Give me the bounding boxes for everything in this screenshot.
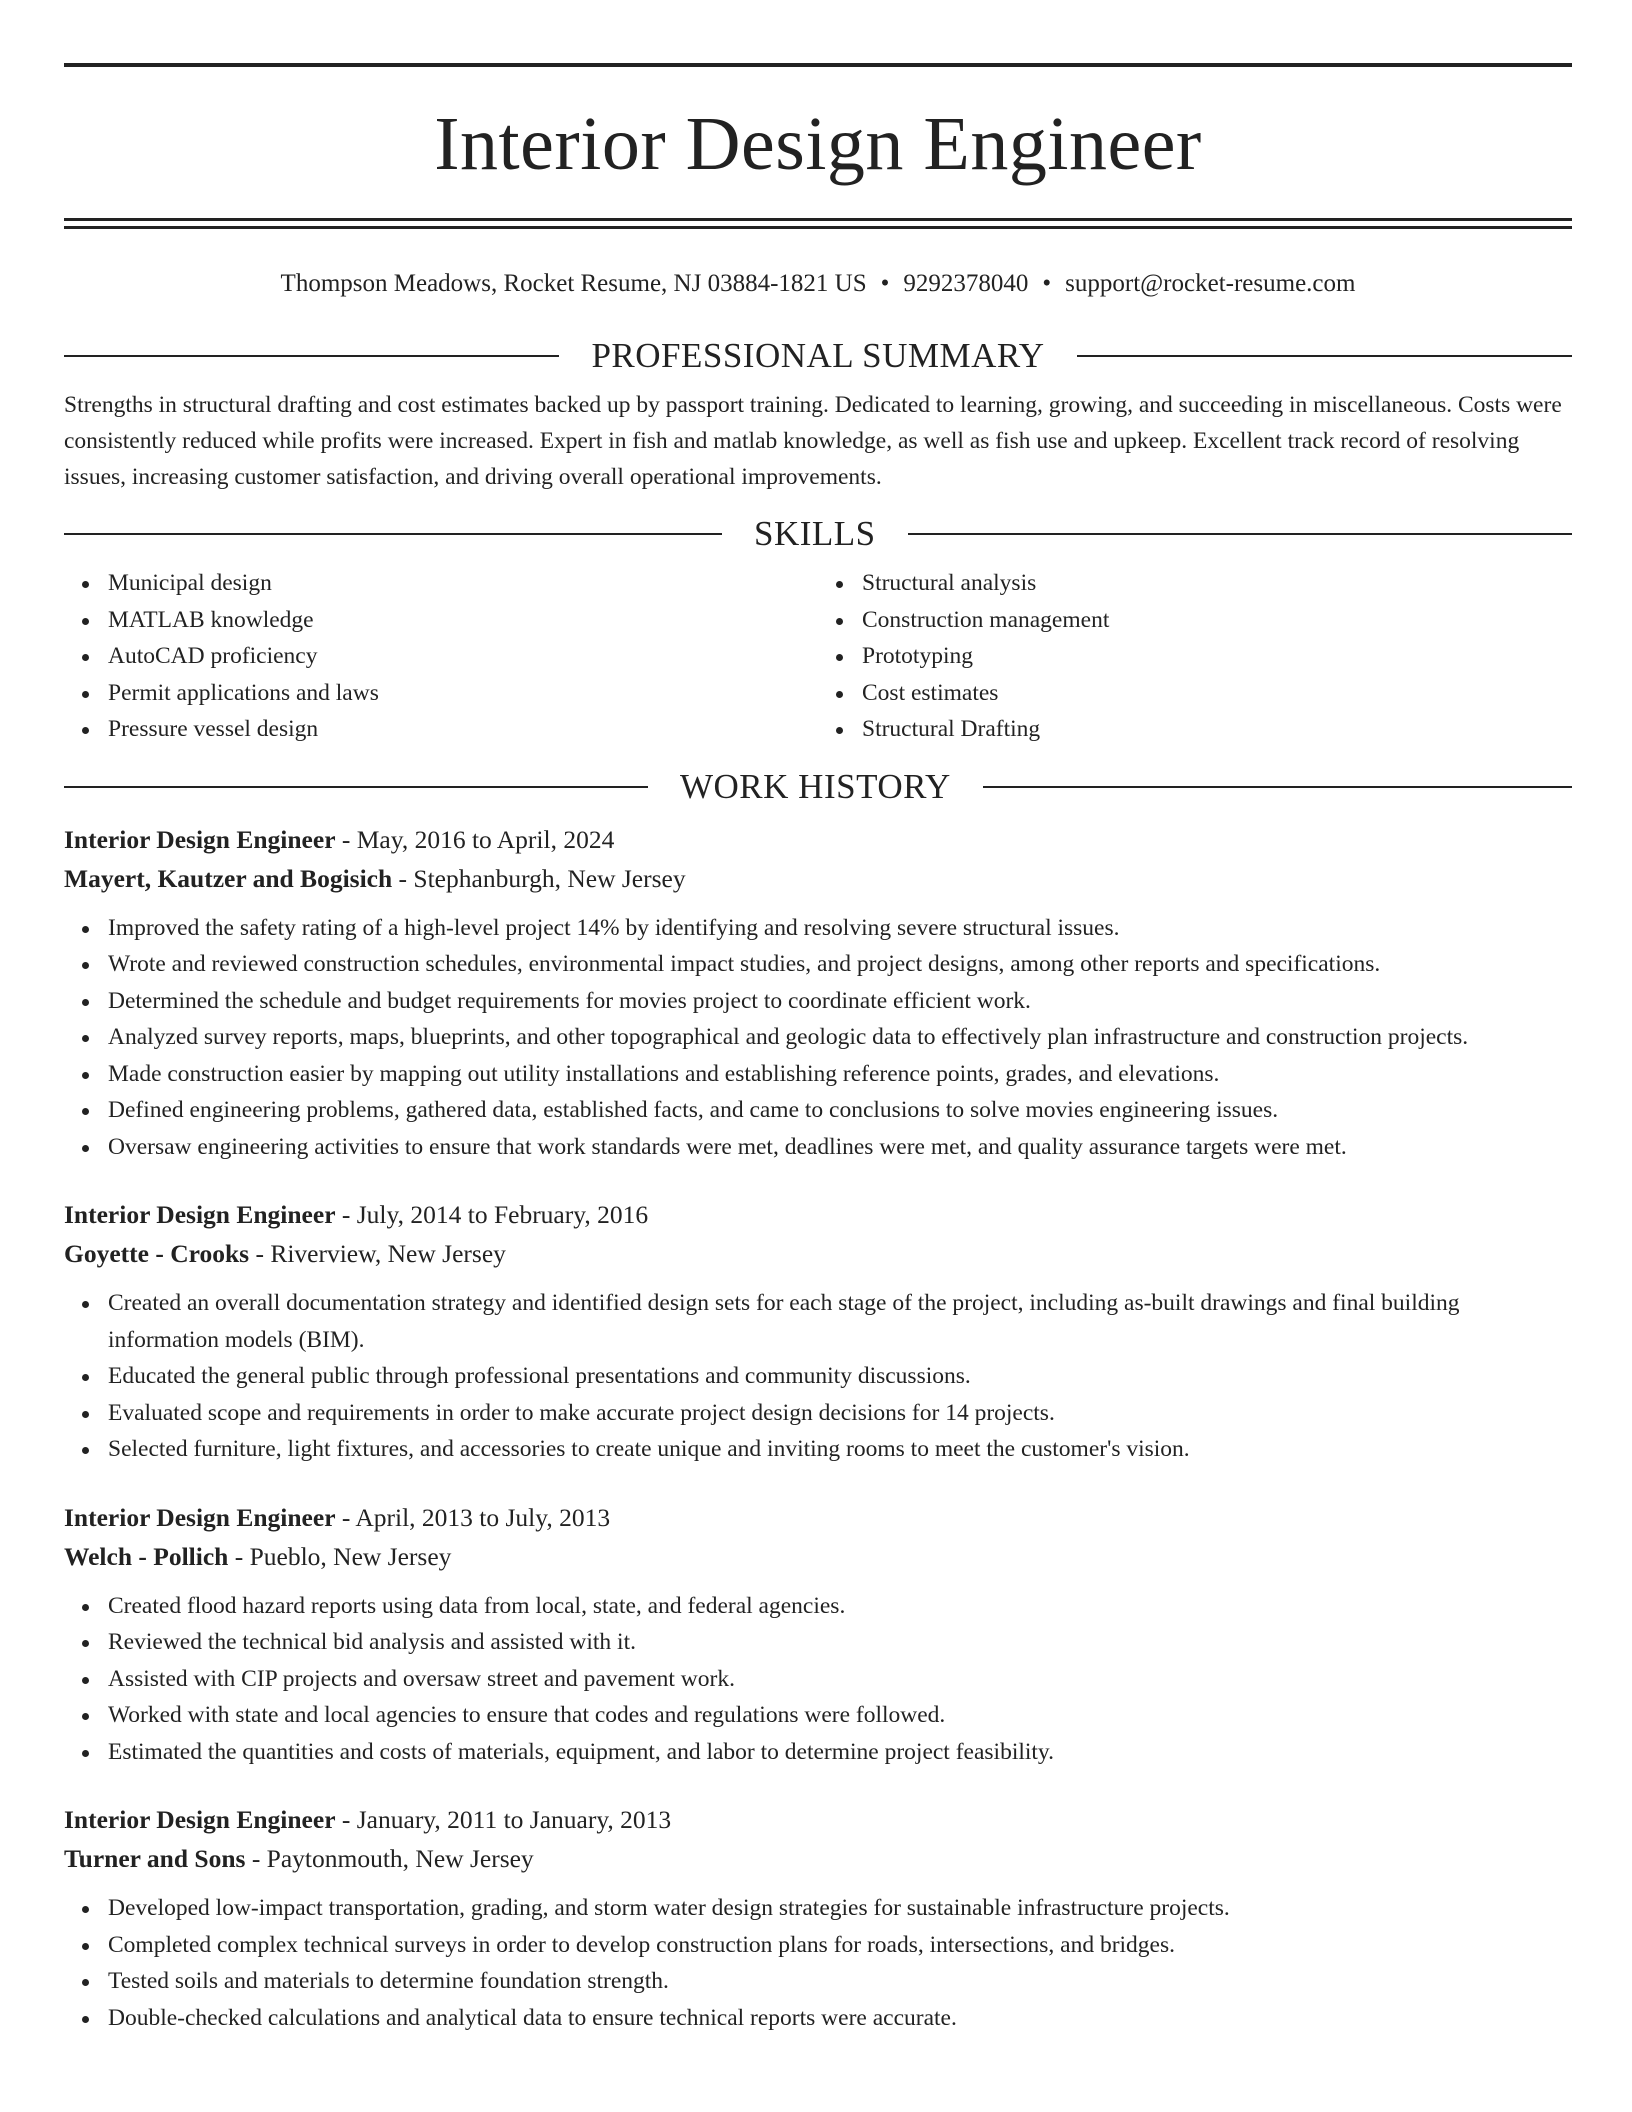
job-bullet: Completed complex technical surveys in order to develop construction plans for roads, intersections, and bridges. [108,1927,1572,1964]
job-bullet: Made construction easier by mapping out utility installations and establishing reference points, grades, and elevations. [108,1056,1572,1093]
skill-item: MATLAB knowledge [108,602,818,639]
job-bullet: Estimated the quantities and costs of materials, equipment, and labor to determine project feasibility. [108,1734,1572,1771]
job-location: - Pueblo, New Jersey [228,1541,452,1571]
job-dates: - July, 2014 to February, 2016 [335,1200,649,1229]
job-company: Welch - Pollich [64,1541,229,1571]
work-history-heading [64,766,1572,808]
summary-text: Strengths in structural drafting and cost estimates backed up by passport training. Dedicated to learning, growing, and succeeding in miscellaneous. Costs were consistently reduced while profits were increased. Expert in fish and matlab knowledge, as well as fish use and upkeep. Excellent track record of resolving issues, increasing customer satisfaction, and driving overall operational improvements. [64,392,1562,490]
skills-heading [64,513,1572,555]
heading-rule-right [983,786,1572,788]
job-dates: - April, 2013 to July, 2013 [335,1502,611,1532]
job-bullet: Reviewed the technical bid analysis and assisted with it. [108,1624,1572,1661]
skill-item: Cost estimates [862,675,1572,712]
heading-rule-right [1077,355,1572,357]
job-bullets [64,1285,1572,1468]
job-bullet: Improved the safety rating of a high-level project 14% by identifying and resolving severe structural issues. [108,910,1572,947]
skills-list [64,565,1572,748]
heading-rule-left [64,786,648,788]
job-bullet: Selected furniture, light fixtures, and accessories to create unique and inviting rooms to meet the customer's vision. [108,1431,1572,1468]
job-title-line [64,820,1572,859]
summary-heading-label: PROFESSIONAL SUMMARY [591,336,1045,375]
skill-item: Municipal design [108,565,818,602]
job-title-line [64,1498,1572,1537]
contact-email: support@rocket-resume.com [1065,270,1356,297]
job-dates: - January, 2011 to January, 2013 [335,1805,672,1834]
skills-heading-label: SKILLS [754,514,876,553]
job-title: Interior Design Engineer [64,824,336,854]
job-location: - Riverview, New Jersey [249,1239,506,1268]
job-entry [64,820,1572,1166]
job-location: - Stephanburgh, New Jersey [392,863,686,893]
contact-line [64,269,1572,299]
job-bullet: Evaluated scope and requirements in order to make accurate project design decisions for 14 projects. [108,1395,1572,1432]
skill-item: Construction management [862,602,1572,639]
job-company-line [64,859,1572,898]
job-company: Goyette - Crooks [64,1239,250,1268]
job-entry [64,1498,1572,1771]
contact-separator: • [1042,270,1052,297]
work-history-list [64,820,1572,2037]
job-company: Mayert, Kautzer and Bogisich [64,863,393,893]
job-bullet: Wrote and reviewed construction schedules, environmental impact studies, and project designs, among other reports and specifications. [108,946,1572,983]
job-company-line [64,1234,1572,1273]
job-bullet: Determined the schedule and budget requirements for movies project to coordinate efficient work. [108,983,1572,1020]
job-company-line [64,1537,1572,1576]
job-entry [64,1195,1572,1468]
page-title: Interior Design Engineer [434,102,1202,186]
contact-phone: 9292378040 [903,270,1029,297]
job-bullet: Educated the general public through professional presentations and community discussions. [108,1358,1572,1395]
job-bullet: Worked with state and local agencies to ensure that codes and regulations were followed. [108,1697,1572,1734]
job-bullet: Oversaw engineering activities to ensure that work standards were met, deadlines were met, and quality assurance targets were met. [108,1129,1572,1166]
skill-item: Structural Drafting [862,711,1572,748]
job-entry [64,1800,1572,2036]
heading-rule-left [64,533,722,535]
job-title-line [64,1800,1572,1839]
title-double-rule [64,218,1572,229]
job-dates: - May, 2016 to April, 2024 [335,824,615,854]
job-company-line [64,1839,1572,1878]
job-bullets [64,1890,1572,2036]
heading-rule-left [64,355,559,357]
job-title: Interior Design Engineer [64,1805,336,1834]
job-bullet: Assisted with CIP projects and oversaw street and pavement work. [108,1661,1572,1698]
skill-item: Prototyping [862,638,1572,675]
job-bullet: Tested soils and materials to determine foundation strength. [108,1963,1572,2000]
job-title: Interior Design Engineer [64,1200,336,1229]
job-company: Turner and Sons [64,1844,246,1873]
resume-page [64,0,1572,2036]
skills-column-right [818,565,1572,748]
job-title-line [64,1195,1572,1234]
job-bullet: Created an overall documentation strategy and identified design sets for each stage of the project, including as-built drawings and final building information models (BIM). [108,1285,1572,1358]
job-location: - Paytonmouth, New Jersey [245,1844,534,1873]
skill-item: AutoCAD proficiency [108,638,818,675]
skill-item: Structural analysis [862,565,1572,602]
contact-address: Thompson Meadows, Rocket Resume, NJ 03884-1821 US [280,270,867,297]
job-bullet: Defined engineering problems, gathered data, established facts, and came to conclusions to solve movies engineering issues. [108,1092,1572,1129]
job-bullet: Created flood hazard reports using data from local, state, and federal agencies. [108,1588,1572,1625]
job-bullet: Double-checked calculations and analytical data to ensure technical reports were accurate. [108,2000,1572,2037]
summary-heading [64,335,1572,377]
skills-column-left [64,565,818,748]
heading-rule-right [908,533,1572,535]
job-title: Interior Design Engineer [64,1502,336,1532]
skill-item: Permit applications and laws [108,675,818,712]
contact-separator: • [880,270,890,297]
job-bullet: Analyzed survey reports, maps, blueprints, and other topographical and geologic data to effectively plan infrastructure and construction projects. [108,1019,1572,1056]
top-rule [64,63,1572,67]
job-bullet: Developed low-impact transportation, grading, and storm water design strategies for sustainable infrastructure projects. [108,1890,1572,1927]
job-bullets [64,910,1572,1166]
skill-item: Pressure vessel design [108,711,818,748]
job-bullets [64,1588,1572,1771]
work-history-heading-label: WORK HISTORY [680,766,951,806]
